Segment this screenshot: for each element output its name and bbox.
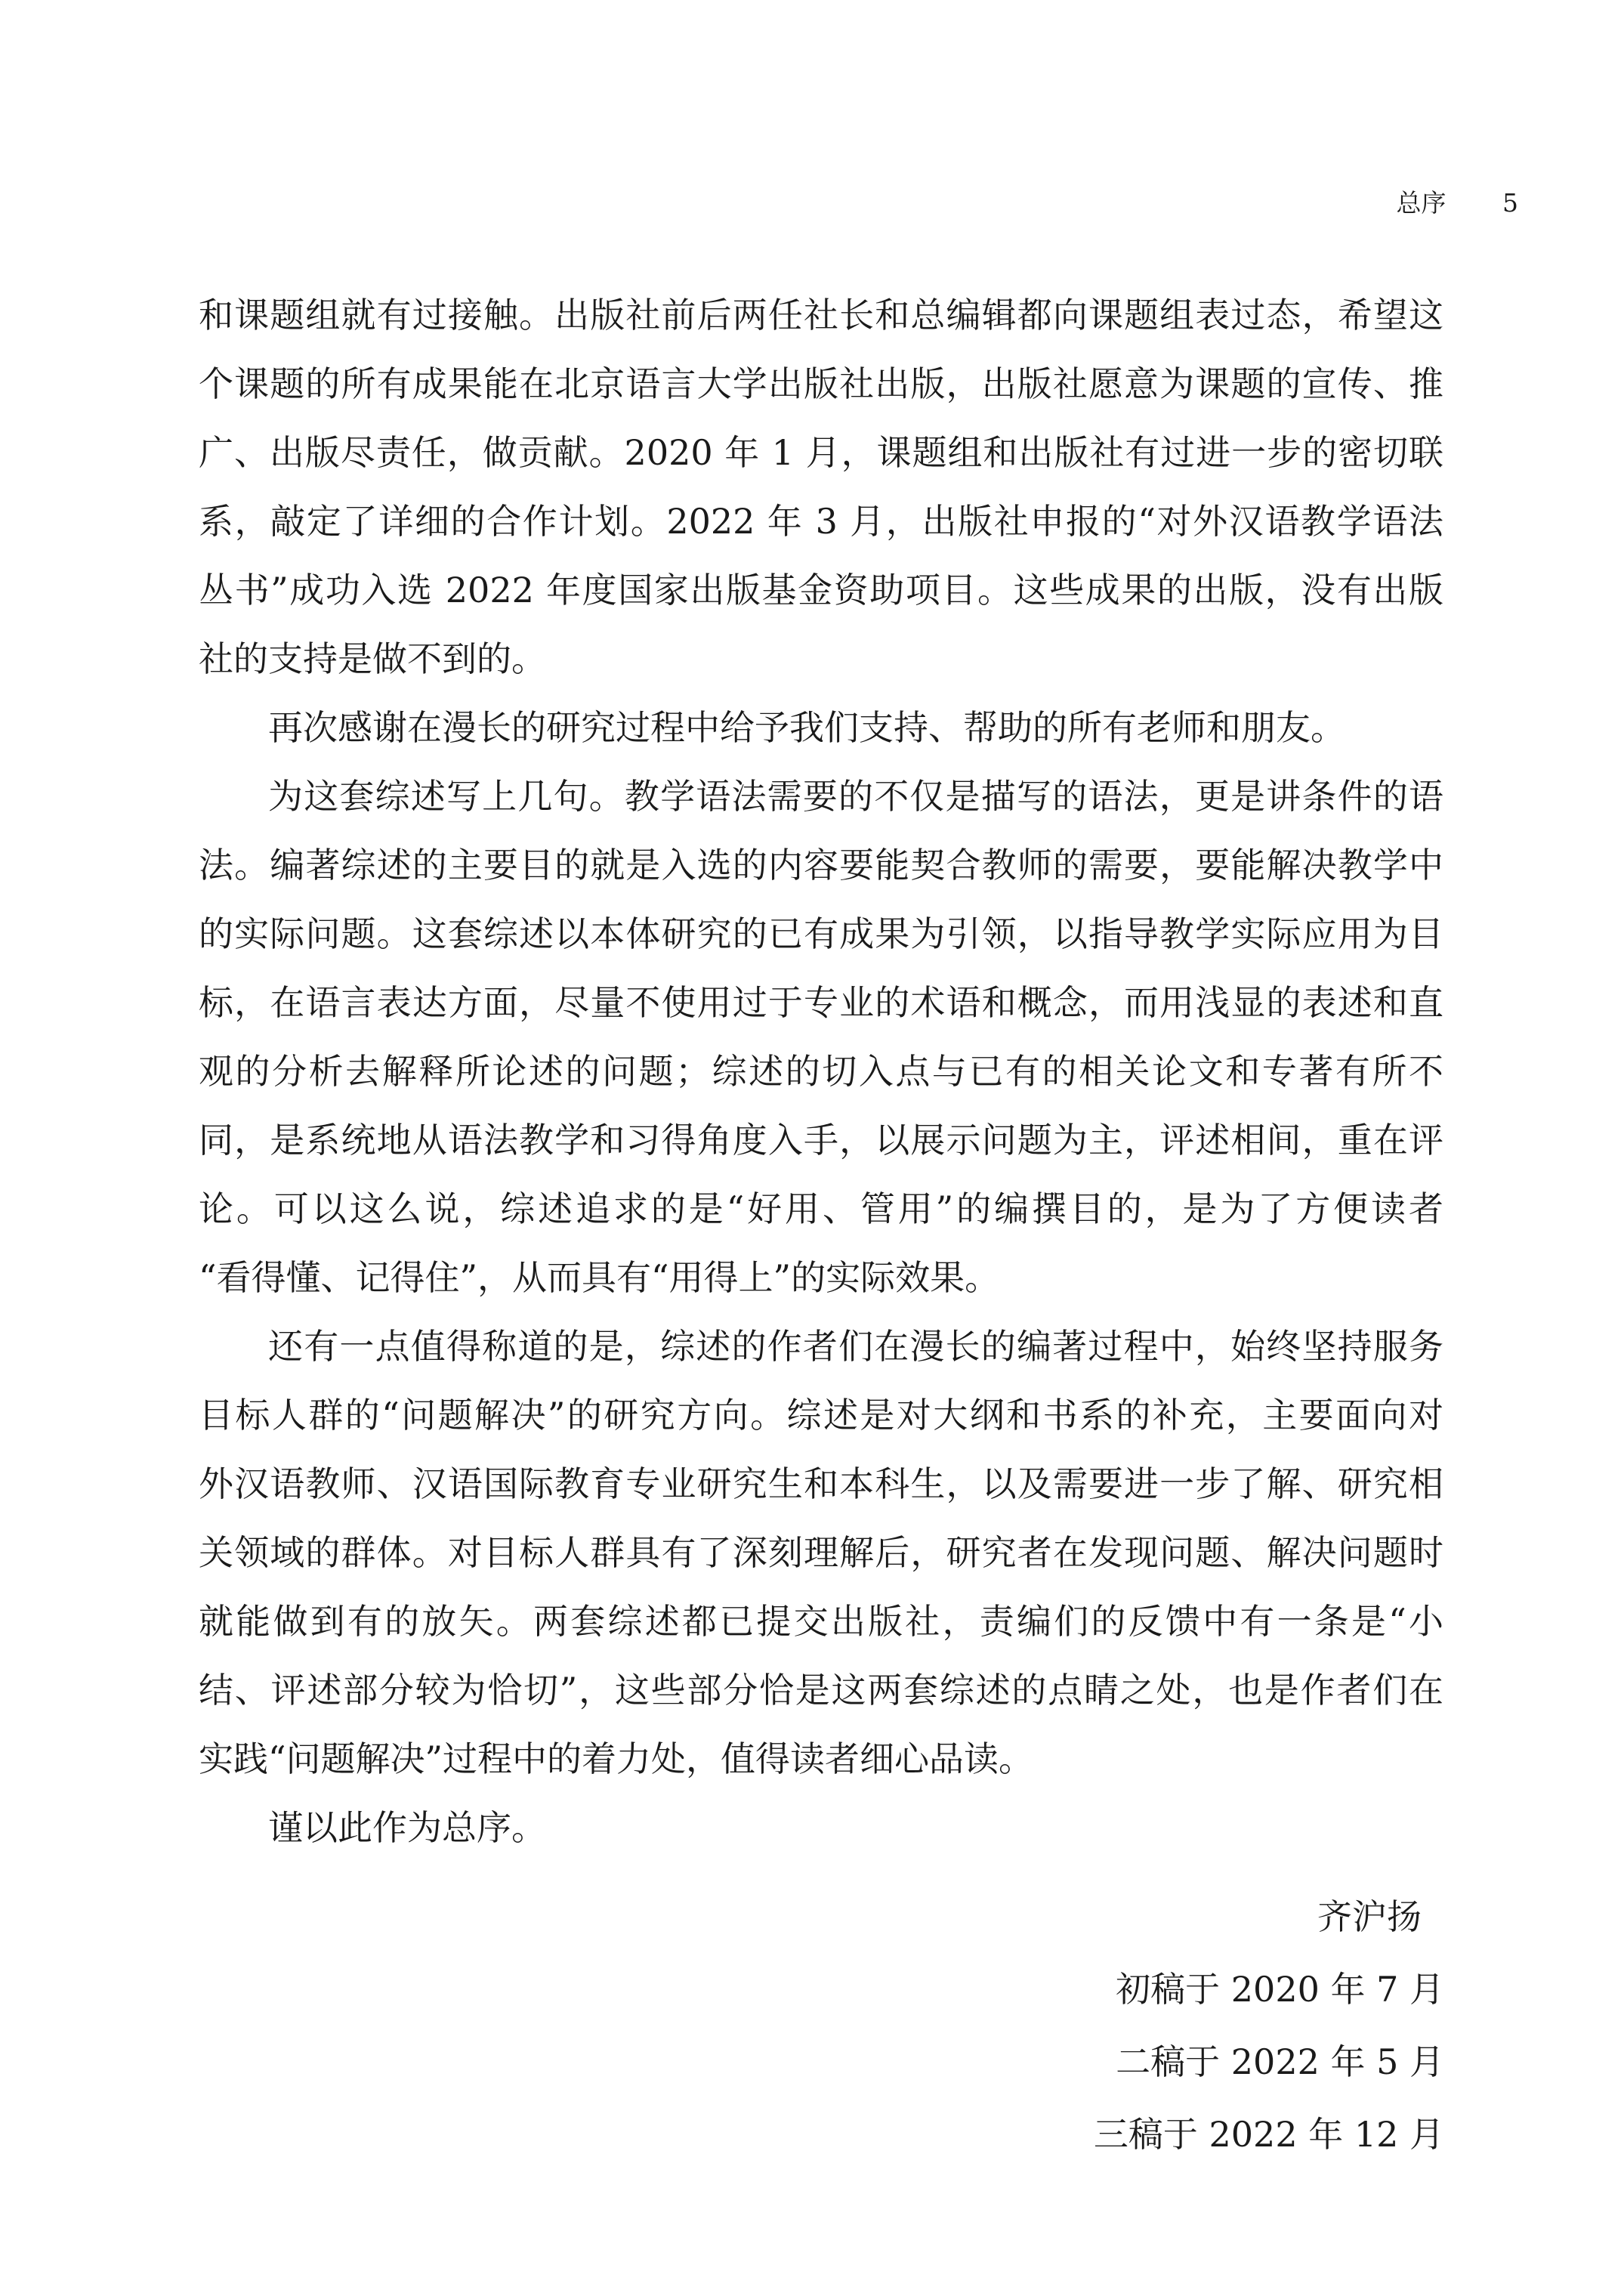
text-line: 法。编著综述的主要目的就是入选的内容要能契合教师的需要，要能解决教学中: [199, 845, 1443, 885]
text-line: 就能做到有的放矢。两套综述都已提交出版社，责编们的反馈中有一条是“小: [199, 1601, 1443, 1642]
text-line: 丛书”成功入选 2022 年度国家出版基金资助项目。这些成果的出版，没有出版: [199, 570, 1443, 610]
text-line: 还有一点值得称道的是，综述的作者们在漫长的编著过程中，始终坚持服务: [268, 1326, 1443, 1367]
text-line: 和课题组就有过接触。出版社前后两任社长和总编辑都向课题组表过态，希望这: [199, 295, 1443, 335]
text-line: 系，敲定了详细的合作计划。2022 年 3 月，出版社申报的“对外汉语教学语法: [199, 501, 1443, 542]
text-line: 个课题的所有成果能在北京语言大学出版社出版，出版社愿意为课题的宣传、推: [199, 363, 1443, 404]
draft-date-1: 初稿于 2020 年 7 月: [1116, 1969, 1444, 2010]
text-line: “看得懂、记得住”，从而具有“用得上”的实际效果。: [199, 1257, 1000, 1298]
text-line: 外汉语教师、汉语国际教育专业研究生和本科生，以及需要进一步了解、研究相: [199, 1463, 1443, 1504]
text-line: 观的分析去解释所论述的问题；综述的切入点与已有的相关论文和专著有所不: [199, 1051, 1443, 1092]
running-header: [1397, 186, 1519, 221]
draft-date-2: 二稿于 2022 年 5 月: [1116, 2041, 1444, 2082]
text-line: 关领域的群体。对目标人群具有了深刻理解后，研究者在发现问题、解决问题时: [199, 1532, 1443, 1573]
author-name: 齐沪扬: [1317, 1896, 1422, 1937]
text-line: 论。可以这么说，综述追求的是“好用、管用”的编撰目的，是为了方便读者: [199, 1188, 1443, 1229]
body-text: [199, 281, 1443, 1862]
text-line: 为这套综述写上几句。教学语法需要的不仅是描写的语法，更是讲条件的语: [268, 776, 1443, 817]
text-line: 广、出版尽责任，做贡献。2020 年 1 月，课题组和出版社有过进一步的密切联: [199, 432, 1443, 473]
text-line: 再次感谢在漫长的研究过程中给予我们支持、帮助的所有老师和朋友。: [268, 707, 1345, 748]
text-line: 的实际问题。这套综述以本体研究的已有成果为引领，以指导教学实际应用为目: [199, 913, 1443, 954]
text-line: 标，在语言表达方面，尽量不使用过于专业的术语和概念，而用浅显的表述和直: [199, 982, 1443, 1023]
section-title: 总序: [1396, 188, 1446, 218]
text-line: 实践“问题解决”过程中的着力处，值得读者细心品读。: [199, 1738, 1034, 1779]
draft-date-3: 三稿于 2022 年 12 月: [1093, 2114, 1444, 2155]
text-line: 谨以此作为总序。: [268, 1807, 546, 1848]
text-line: 目标人群的“问题解决”的研究方向。综述是对大纲和书系的补充，主要面向对: [199, 1395, 1443, 1435]
text-line: 社的支持是做不到的。: [199, 638, 546, 679]
text-line: 同，是系统地从语法教学和习得角度入手，以展示问题为主，评述相间，重在评: [199, 1120, 1443, 1160]
page-number: 5: [1502, 188, 1518, 218]
signature-block: [1094, 1880, 1444, 2171]
text-line: 结、评述部分较为恰切”，这些部分恰是这两套综述的点睛之处，也是作者们在: [199, 1670, 1443, 1710]
